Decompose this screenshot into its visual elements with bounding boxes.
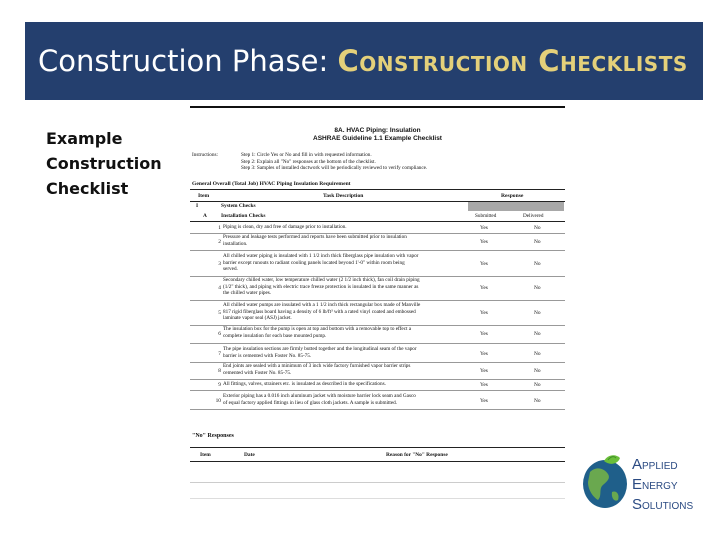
row-description bbox=[223, 224, 463, 231]
row-description-line: Pressure and leakage tests performed and reports have been submitted prior to insulation bbox=[223, 234, 407, 240]
instruction-steps bbox=[241, 152, 427, 172]
row-description bbox=[223, 253, 463, 273]
row-description-line: (1/2" thick), and piping with electric trace freeze protection is insulated in the same manner as bbox=[223, 283, 419, 290]
response-no[interactable]: No bbox=[534, 225, 541, 231]
response-yes[interactable]: Yes bbox=[480, 398, 488, 404]
row-description-line: The pipe insulation sections are firmly butted together and the longitudinal seam of the vapor bbox=[223, 346, 417, 352]
response-yes[interactable]: Yes bbox=[480, 331, 488, 337]
row-description-line: cemented with Foster No. 85-75. bbox=[223, 369, 292, 376]
column-item: Item bbox=[198, 193, 210, 199]
row-description-line: Piping is clean, dry and free of damage prior to installation. bbox=[223, 224, 347, 230]
row-description-line: barrier is cemented with Foster No. 85-75. bbox=[223, 352, 312, 359]
row-description bbox=[223, 363, 463, 376]
row-description-line: laminate vapor seal (ASJ) jacket. bbox=[223, 315, 292, 322]
row-description-line: 817 rigid fiberglass board having a density of 6 lb/ft³ with a rated vinyl coated and embossed bbox=[223, 308, 416, 315]
response-yes[interactable]: Yes bbox=[480, 261, 488, 267]
subsection-letter: A bbox=[203, 213, 207, 219]
response-yes[interactable]: Yes bbox=[480, 285, 488, 291]
row-description bbox=[223, 302, 463, 322]
section-title: System Checks bbox=[221, 203, 256, 209]
row-divider bbox=[190, 250, 565, 251]
response-no[interactable]: No bbox=[534, 310, 541, 316]
rule bbox=[190, 498, 565, 499]
side-label-line: Example bbox=[46, 129, 123, 148]
response-yes[interactable]: Yes bbox=[480, 351, 488, 357]
row-description bbox=[223, 346, 463, 359]
slide-title bbox=[38, 44, 688, 78]
nr-reason-header: Reason for "No" Response bbox=[386, 452, 448, 458]
row-description-line: The insulation box for the pump is open at top and bottom with a removable top to effect a bbox=[223, 326, 412, 332]
submitted-header: Submitted bbox=[475, 213, 497, 219]
instruction-step: Step 3: Samples of installed ductwork will be periodically reviewed to verify compliance. bbox=[241, 165, 428, 171]
logo-line-energy: ENERGY bbox=[632, 476, 678, 493]
response-no[interactable]: No bbox=[534, 239, 541, 245]
row-description-line: installation. bbox=[223, 240, 248, 247]
row-number: 8 bbox=[218, 368, 221, 374]
response-yes[interactable]: Yes bbox=[480, 310, 488, 316]
column-task: Task Description bbox=[323, 193, 364, 199]
row-description bbox=[223, 381, 463, 388]
instruction-step: Step 2: Explain all "No" responses at the bottom of the checklist. bbox=[241, 158, 376, 165]
row-number: 5 bbox=[218, 310, 221, 316]
title-bar bbox=[25, 22, 703, 100]
instructions-label: Instructions: bbox=[192, 152, 218, 158]
row-divider bbox=[190, 300, 565, 301]
row-description-line: of equal factory applied fittings in lieu of glass cloth jackets. A sample is submitted. bbox=[223, 399, 398, 406]
row-number: 7 bbox=[218, 351, 221, 357]
section-number: I bbox=[196, 203, 199, 209]
row-description bbox=[223, 393, 463, 406]
rule bbox=[190, 461, 565, 462]
logo-line-applied: APPLIED bbox=[632, 456, 678, 473]
subsection-title: Installation Checks bbox=[221, 213, 266, 219]
rule bbox=[190, 482, 565, 483]
row-number: 6 bbox=[218, 331, 221, 337]
nr-date-header: Date bbox=[244, 452, 255, 458]
row-description-line: complete insulation for each base mounted pump. bbox=[223, 332, 327, 339]
response-no[interactable]: No bbox=[534, 261, 541, 267]
row-description-line: Secondary chilled water, low temperature chilled water (2 1/2 inch thick), fan coil drain piping bbox=[223, 277, 420, 283]
row-description-line: All chilled water piping is insulated with 1 1/2 inch thick fiberglass pipe insulation with vapor bbox=[223, 253, 419, 259]
title-accent: Construction Checklists bbox=[337, 44, 688, 78]
company-logo bbox=[578, 452, 698, 514]
rule bbox=[190, 221, 565, 222]
response-yes[interactable]: Yes bbox=[480, 368, 488, 374]
logo-line-solutions: SOLUTIONS bbox=[632, 496, 694, 513]
row-description bbox=[223, 277, 463, 297]
title-prefix: Construction Phase: bbox=[38, 44, 329, 78]
row-number: 9 bbox=[218, 382, 221, 388]
response-yes[interactable]: Yes bbox=[480, 239, 488, 245]
row-description-line: served. bbox=[223, 266, 238, 273]
row-divider bbox=[190, 379, 565, 380]
response-yes[interactable]: Yes bbox=[480, 225, 488, 231]
side-label bbox=[46, 126, 166, 201]
response-yes[interactable]: Yes bbox=[480, 382, 488, 388]
column-response: Response bbox=[501, 193, 524, 199]
row-divider bbox=[190, 409, 565, 410]
row-number: 2 bbox=[218, 239, 221, 245]
nr-item-header: Item bbox=[200, 452, 211, 458]
row-number: 10 bbox=[215, 398, 221, 404]
response-no[interactable]: No bbox=[534, 368, 541, 374]
checklist-document bbox=[190, 100, 565, 504]
rule bbox=[190, 189, 565, 190]
instruction-step: Step 1: Circle Yes or No and fill in with requested information. bbox=[241, 152, 372, 158]
no-responses-title: "No" Responses bbox=[192, 433, 234, 439]
side-label-line: Checklist bbox=[46, 179, 129, 198]
doc-title-line2: ASHRAE Guideline 1.1 Example Checklist bbox=[313, 135, 442, 142]
row-number: 4 bbox=[218, 285, 221, 291]
row-number: 1 bbox=[218, 225, 221, 231]
shaded-cell bbox=[468, 202, 564, 211]
general-header: General Overall (Total Job) HVAC Piping Insulation Requirement bbox=[192, 181, 351, 187]
response-no[interactable]: No bbox=[534, 285, 541, 291]
doc-title-line1: 8A. HVAC Piping: Insulation bbox=[334, 127, 421, 134]
row-divider bbox=[190, 390, 565, 391]
row-description bbox=[223, 234, 463, 247]
side-label-line: Construction bbox=[46, 154, 162, 173]
doc-top-rule bbox=[190, 106, 565, 108]
response-no[interactable]: No bbox=[534, 351, 541, 357]
rule bbox=[190, 447, 565, 448]
row-divider bbox=[190, 343, 565, 344]
row-description-line: the chilled water pipes. bbox=[223, 290, 272, 297]
row-description bbox=[223, 326, 463, 339]
row-number: 3 bbox=[218, 261, 221, 267]
doc-title bbox=[190, 127, 565, 143]
row-description-line: barrier except runouts to radiant cooling panels located beyond 1'-0" within room being bbox=[223, 259, 405, 266]
row-description-line: End joints are sealed with a minimum of 3 inch wide factory furnished vapor barrier strips bbox=[223, 363, 411, 369]
globe-icon bbox=[578, 452, 630, 512]
logo-text bbox=[632, 456, 693, 516]
row-description-line: Exterior piping has a 0.016 inch aluminum jacket with moisture barrier lock seam and Gasco bbox=[223, 393, 416, 399]
response-no[interactable]: No bbox=[534, 398, 541, 404]
delivered-header: Delivered bbox=[523, 213, 544, 219]
row-description-line: All chilled water pumps are insulated with a 1 1/2 inch thick rectangular box made of Manville bbox=[223, 302, 421, 308]
response-no[interactable]: No bbox=[534, 331, 541, 337]
row-description-line: All fittings, valves, strainers etc. is insulated as described in the specifications. bbox=[223, 381, 386, 387]
response-no[interactable]: No bbox=[534, 382, 541, 388]
